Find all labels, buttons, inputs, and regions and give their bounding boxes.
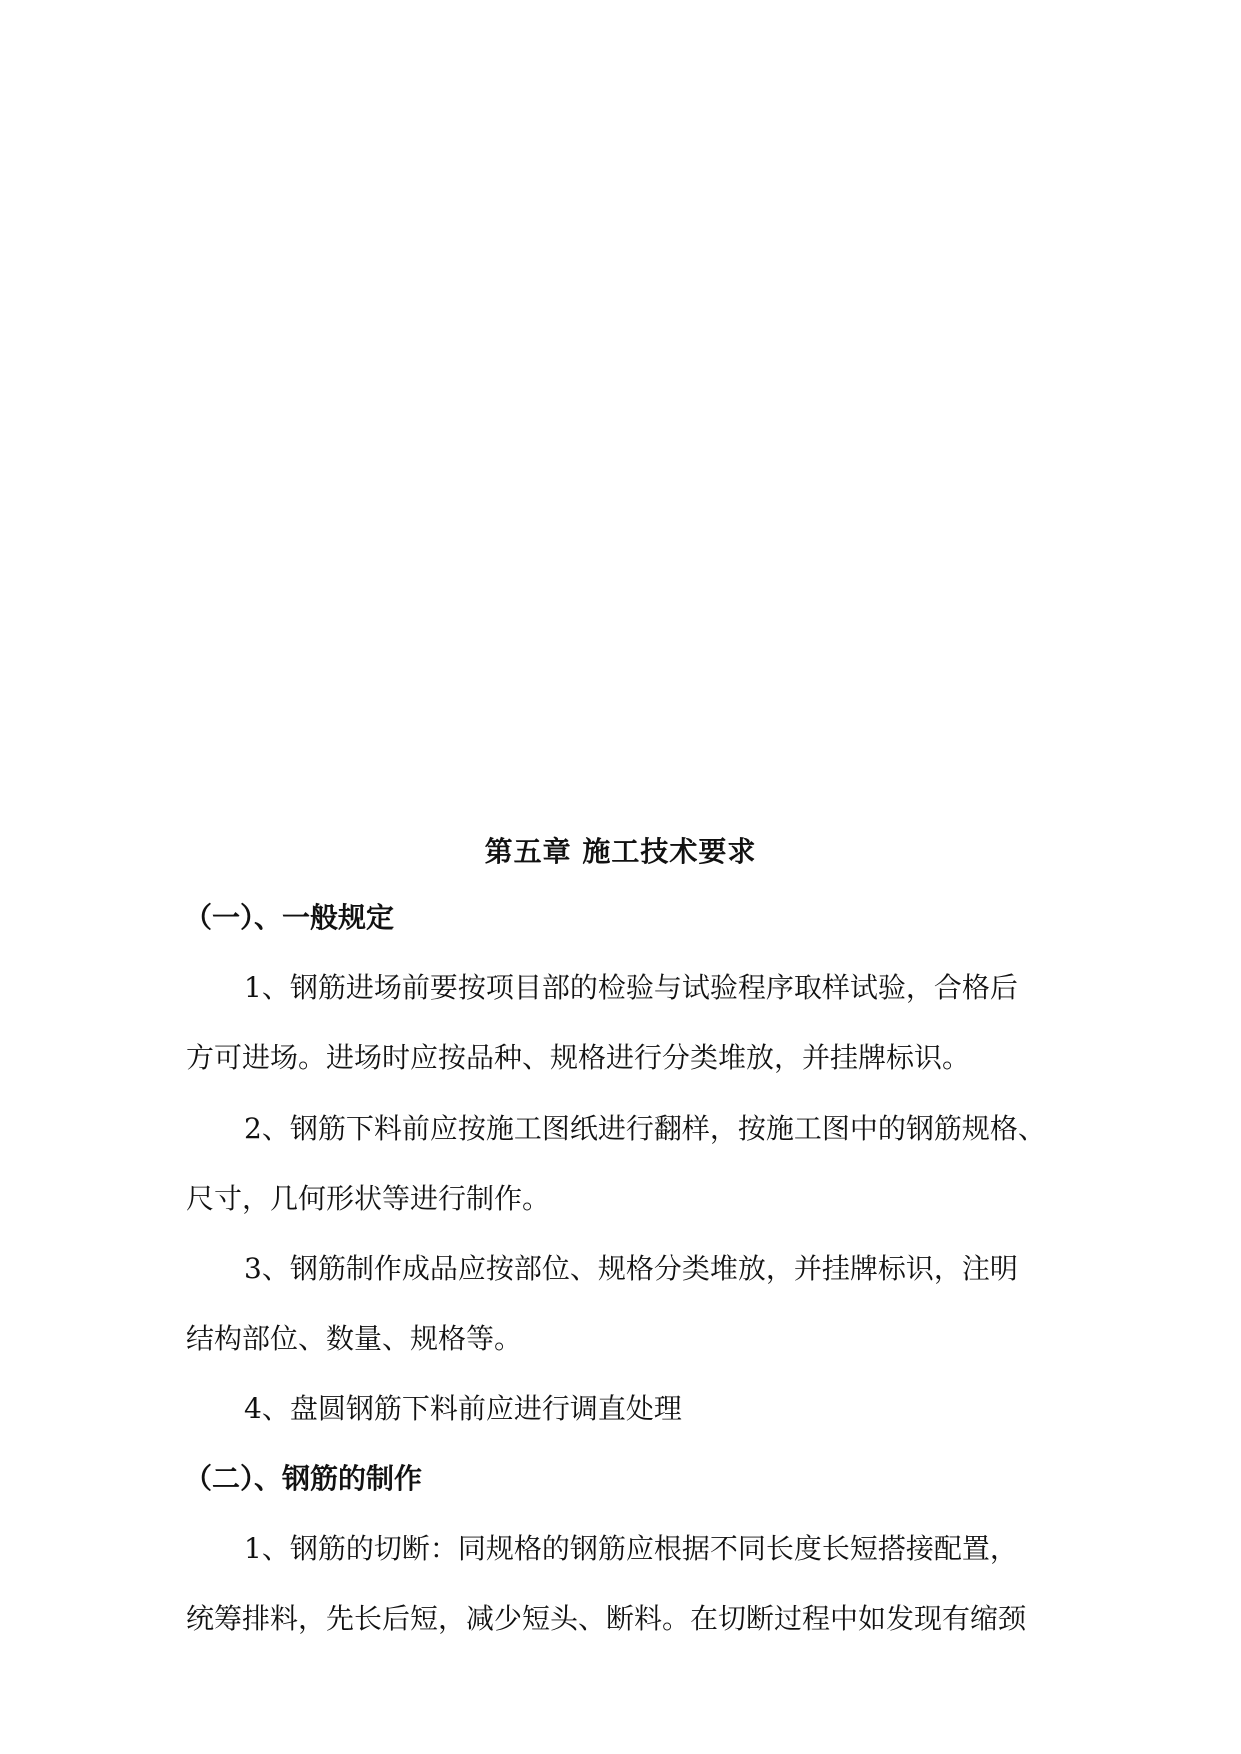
section-heading-rebar-fabrication: （二）、钢筋的制作 bbox=[184, 1462, 423, 1495]
section-heading-general: （一）、一般规定 bbox=[184, 901, 395, 934]
paragraph-line: 结构部位、数量、规格等。 bbox=[186, 1322, 523, 1355]
paragraph-line: 方可进场。进场时应按品种、规格进行分类堆放，并挂牌标识。 bbox=[186, 1041, 971, 1074]
paragraph-line: 1、钢筋的切断：同规格的钢筋应根据不同长度长短搭接配置， bbox=[244, 1532, 1018, 1565]
paragraph-line: 3、钢筋制作成品应按部位、规格分类堆放，并挂牌标识，注明 bbox=[244, 1252, 1018, 1285]
paragraph-line: 统筹排料，先长后短，减少短头、断料。在切断过程中如发现有缩颈 bbox=[186, 1602, 1027, 1635]
paragraph-line: 1、钢筋进场前要按项目部的检验与试验程序取样试验，合格后 bbox=[244, 971, 1018, 1004]
chapter-title: 第五章 施工技术要求 bbox=[484, 835, 757, 868]
paragraph-line: 2、钢筋下料前应按施工图纸进行翻样，按施工图中的钢筋规格、 bbox=[244, 1112, 1046, 1145]
paragraph-line: 尺寸，几何形状等进行制作。 bbox=[186, 1182, 551, 1215]
paragraph-line: 4、盘圆钢筋下料前应进行调直处理 bbox=[244, 1392, 682, 1425]
